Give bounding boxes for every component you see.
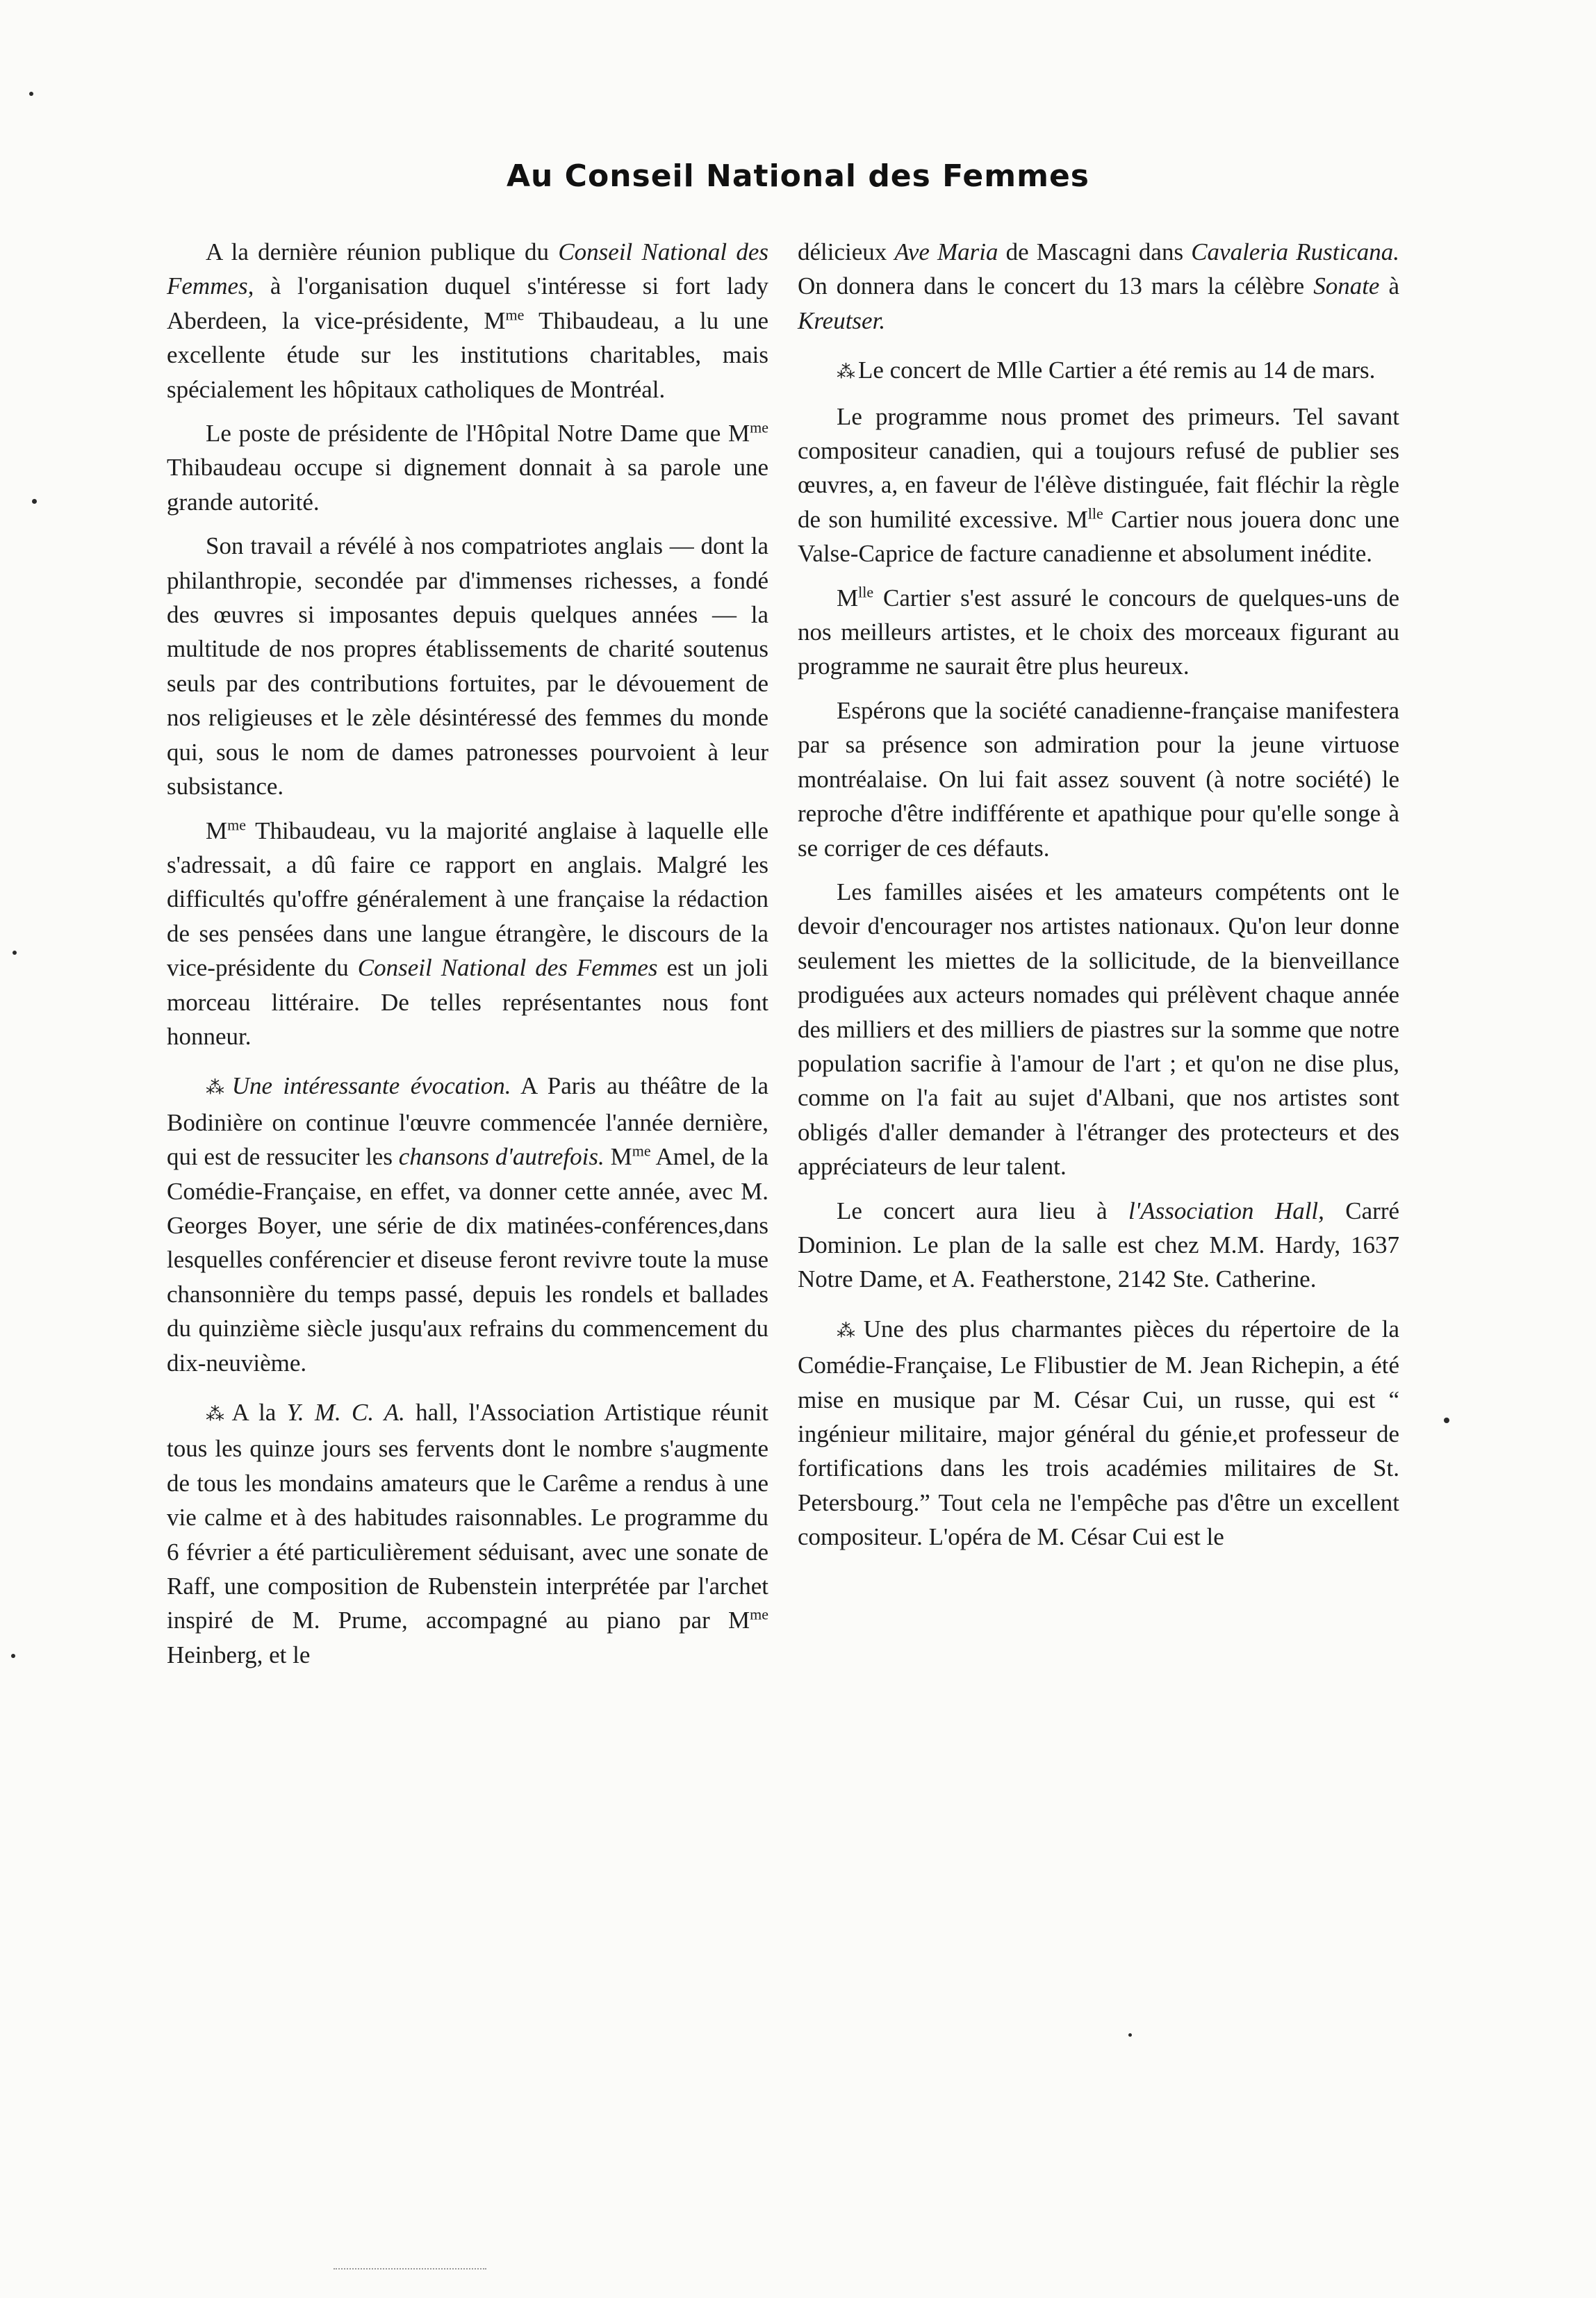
paragraph: $M^{lle}$ Cartier s'est assuré le concours de quelques-uns de nos meilleurs artistes, et le choix des morceaux figurant au programme ne saurait être plus heureux. — [798, 583, 1399, 680]
paragraph: Le programme nous promet des primeurs. Tel savant compositeur canadien, qui a toujours refusé de publier ses œuvres, a, en faveur de l'élève distinguée, fait fléchir la règle de son humilité excessive. $M^{lle}$ Cartier nous jouera donc une Valse-Caprice de facture canadienne et absolument inédite. — [798, 402, 1399, 568]
paragraph: Le concert aura lieu à l'Association Hall, Carré Dominion. Le plan de la salle est chez M.M. Hardy, 1637 Notre Dame, et A. Featherstone, 2142 Ste. Catherine. — [798, 1197, 1400, 1293]
scan-speck — [1128, 2033, 1132, 2037]
section-ornament-icon: ⁂ — [837, 361, 854, 383]
paragraph: Espérons que la société canadienne-française manifestera par sa présence son admiration pour la jeune virtuose montréalaise. On lui fait assez souvent (à notre société) le reproche d'être indifférente et apathique pour qu'elle songe à se corriger de ces défauts. — [798, 696, 1399, 862]
scan-speck — [1444, 1418, 1449, 1423]
paragraph: ⁂ Le concert de Mlle Cartier a été remis au 14 de mars. — [837, 356, 1376, 384]
paragraph: ⁂ Une intéressante évocation. A Paris au théâtre de la Bodinière on continue l'œuvre commencée l'année dernière, qui est de ressuciter les chansons d'autrefois. $M^{me}$ Amel, de la Comédie-Française, en effet, va donner cette année, avec M. Georges Boyer, une série de dix matinées-conférences,dans lesquelles conférencier et diseuse feront revivre toute la muse chansonnière du temps passé, depuis les rondels et ballades du quinzième siècle jusqu'aux refrains du commencement du dix-neuvième. — [167, 1072, 769, 1377]
article-title: Au Conseil National des Femmes — [506, 158, 1089, 194]
paragraph: $M^{me}$ Thibaudeau, vu la majorité anglaise à laquelle elle s'adressait, a dû faire ce rapport en anglais. Malgré les difficultés qu'offre généralement à une française la rédaction de ses pensées dans une langue étrangère, le discours de la vice-présidente du Conseil National des Femmes est un joli morceau littéraire. De telles représentantes nous font honneur. — [167, 815, 769, 1050]
scan-speck — [32, 499, 37, 504]
scan-speck — [29, 92, 33, 96]
section-ornament-icon: ⁂ — [206, 1404, 228, 1425]
scan-dotted-line — [334, 2268, 486, 2270]
paragraph: ⁂ Une des plus charmantes pièces du répertoire de la Comédie-Française, Le Flibustier de M. Jean Richepin, a été mise en musique par M. César Cui, un russe, qui est “ ingénieur militaire, major général du génie,et professeur de fortifications dans les trois académies militaires de St. Petersbourg.” Tout cela ne l'empêche pas d'être un excellent compositeur. L'opéra de M. César Cui est le — [798, 1315, 1400, 1551]
paragraph: ⁂ A la Y. M. C. A. hall, l'Association Artistique réunit tous les quinze jours ses fervents dont le nombre s'augmente de tous les mondains amateurs que le Carême a rendus à une vie calme et à des habitudes raisonnables. Le programme du 6 février a été particulièrement séduisant, avec une sonate de Raff, une composition de Rubenstein interprétée par l'archet inspiré de M. Prume, accompagné au piano par $M^{me}$ Heinberg, et le — [167, 1399, 769, 1668]
paragraph: A la dernière réunion publique du Conseil National des Femmes, à l'organisation duquel s'intéresse si fort lady Aberdeen, la vice-présidente, $M^{me}$ Thibaudeau, a lu une excellente étude sur les institutions charitables, mais spécialement les hôpitaux catholiques de Montréal. — [167, 238, 769, 403]
paragraph: Son travail a révélé à nos compatriotes anglais — dont la philanthropie, secondée par d'immenses richesses, a fondé des œuvres si imposantes depuis quelques années — la multitude de nos propres établissements de charité soutenus seuls par des contributions fortuites, par le dévouement de nos religieuses et le zèle désintéressé des femmes du monde qui, sous le nom de dames patronesses pourvoient à leur subsistance. — [167, 532, 768, 801]
paragraph: Les familles aisées et les amateurs compétents ont le devoir d'encourager nos artistes nationaux. Qu'on leur donne seulement les miettes de la sollicitude, de la bienveillance prodiguées aux acteurs nomades qui prélèvent chaque année des milliers et des milliers de piastres sur la somme que notre population sacrifie à l'amour de l'art ; et qu'on ne dise plus, comme on l'a fait au sujet d'Albani, que nos artistes sont obligés d'aller demander à l'étranger des protecteurs et des appréciateurs de leur talent. — [798, 878, 1399, 1181]
scan-speck — [11, 1654, 15, 1658]
section-ornament-icon: ⁂ — [206, 1077, 228, 1099]
left-column — [167, 235, 768, 1682]
scan-speck — [13, 951, 17, 955]
section-ornament-icon: ⁂ — [837, 1320, 859, 1341]
paragraph: délicieux Ave Maria de Mascagni dans Cavaleria Rusticana. On donnera dans le concert du 13 mars la célèbre Sonate à Kreutser. — [798, 238, 1400, 334]
right-column — [798, 235, 1399, 1564]
paragraph: Le poste de présidente de l'Hôpital Notre Dame que $M^{me}$ Thibaudeau occupe si dignement donnait à sa parole une grande autorité. — [167, 418, 768, 516]
